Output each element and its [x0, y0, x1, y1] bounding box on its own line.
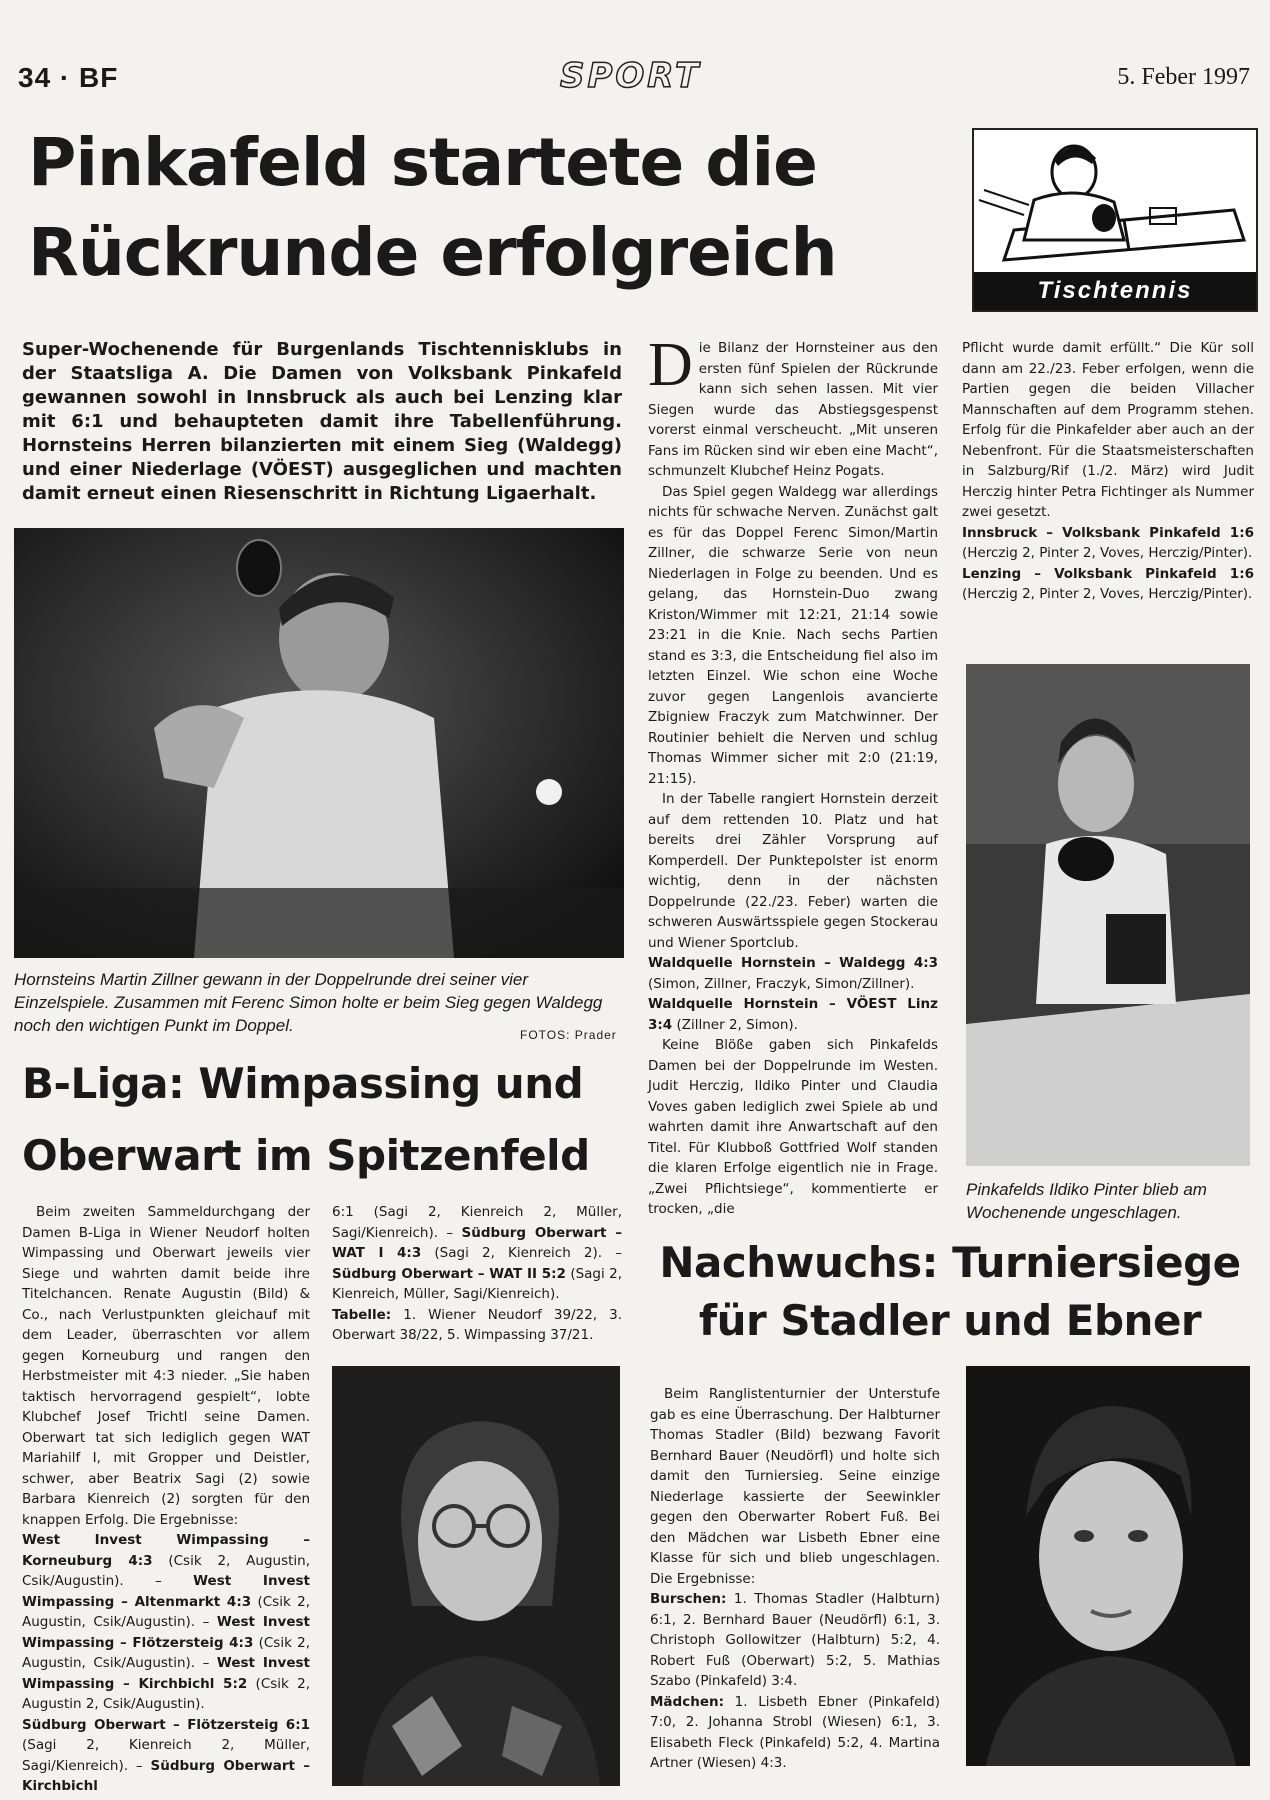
main-headline-line2: Rückrunde erfolgreich [28, 214, 837, 291]
main-headline [28, 118, 958, 298]
result-line: West Invest Wimpassing – Korneuburg 4:3 (Csik 2, Augustin, Csik/Augustin). – West Invest Wimpassing – Altenmarkt 4:3 (Csik 2, Augustin, Csik/Augustin). – West Invest Wimpassing – Flötzersteig 4:3 (Csik 2, Augustin, Csik/Augustin). – West Invest Wimpassing – Kirchbichl 5:2 (Csik 2, Augustin 2, Csik/Augustin). [22, 1532, 311, 1712]
main-headline-line1: Pinkafeld startete die [28, 124, 817, 201]
section-logo-label: Tischtennis [974, 272, 1256, 310]
article1-paragraph1: ie Bilanz der Hornsteiner aus den ersten fünf Spielen der Rückrunde kann sich sehen lassen. Mit vier Siegen wurde das Abstiegsgespenst vorerst einmal verscheucht. „Mit unseren Fans im Rücken sind wir eben eine Macht“, schmunzelt Klubchef Heinz Pogats. [648, 340, 938, 479]
article1-paragraph5: Pflicht wurde damit erfüllt.“ Die Kür soll dann am 22./23. Feber erfolgen, wenn die Partien gegen die beiden Villacher Mannschaften auf dem Programm stehen. Erfolg für die Pinkafelder aber auch an der Nebenfront. Für die Staatsmeisterschaften in Salzburg/Rif (1./2. März) wird Judit Herczig hinter Petra Fichtinger als Nummer zwei gesetzt. [962, 340, 1254, 520]
nachwuchs-headline-line1: Nachwuchs: Turniersiege [659, 1238, 1241, 1287]
pinter-photo [966, 664, 1250, 1166]
player-stadler-image [966, 1366, 1250, 1766]
section-logo [972, 128, 1258, 312]
section-title: SPORT [560, 56, 702, 96]
bliga-paragraph1: Beim zweiten Sammeldurchgang der Damen B-Liga in Wiener Neudorf holten Wimpassing und Oberwart jeweils vier Siege und wahrten damit beide ihre Titelchancen. Renate Augustin (Bild) & Co., nach Verlustpunkten gleichauf mit dem Leader, überraschten vor allem gegen Korneuburg und rangen den Herbstmeister mit 4:3 nieder. „Sie haben taktisch hervorragend gespielt“, lobte Klubchef Josef Trichtl seine Damen. Oberwart tat sich lediglich gegen WAT Mariahilf I, mit Gropper und Deistler, schwer, aber Beatrix Sagi (2) sowie Barbara Kienreich (2) sorgten für den knappen Erfolg. Die Ergebnisse: [22, 1204, 310, 1528]
main-photo [14, 528, 624, 958]
player-pinter-image [966, 664, 1250, 1166]
result-line: Burschen: 1. Thomas Stadler (Halbturn) 6:1, 2. Bernhard Bauer (Neudörfl) 6:1, 3. Christoph Gollowitzer (Halbturn) 5:2, 4. Robert Fuß (Oberwart) 5:2, 5. Mathias Szabo (Pinkafeld) 3:4. [650, 1591, 940, 1689]
main-photo-caption: Hornsteins Martin Zillner gewann in der Doppelrunde drei seiner vier Einzelspiele. Zusammen mit Ferenc Simon holte er beim Sieg gegen Waldegg noch den wichtigen Punkt im Doppel. [14, 970, 603, 1035]
lead-paragraph: Super-Wochenende für Burgenlands Tischtennisklubs in der Staatsliga A. Die Damen von Volksbank Pinkafeld gewannen sowohl in Innsbruck als auch bei Lenzing klar mit 6:1 und behaupteten damit ihre Tabellenführung. Hornsteins Herren bilanzierten mit einem Sieg (Waldegg) und einer Niederlage (VÖEST) ausgeglichen und machten damit erneut einen Riesenschritt in Richtung Ligaerhalt. [22, 339, 622, 504]
article-hornstein-column1 [648, 331, 938, 1220]
dropcap: D [648, 331, 693, 399]
nachwuchs-paragraph1: Beim Ranglistenturnier der Unterstufe gab es eine Überraschung. Der Halbturner Thomas Stadler (Bild) bezwang Favorit Bernhard Bauer (Neudörfl) und holte sich damit den Turniersieg. Seine einzige Niederlage kassierte der Seewinkler gegen den Oberwarter Robert Fuß. Bei den Mädchen war Lisbeth Ebner eine Klasse für sich und blieb ungeschlagen. Die Ergebnisse: [650, 1386, 940, 1587]
augustin-photo [332, 1366, 620, 1786]
player-zillner-image [14, 528, 624, 958]
article-hornstein-column2 [962, 338, 1254, 605]
table-tennis-player-icon [974, 130, 1256, 272]
result-line: Mädchen: 1. Lisbeth Ebner (Pinkafeld) 7:0, 2. Johanna Strobl (Wiesen) 6:1, 3. Elisabeth Fleck (Pinkafeld) 5:2, 4. Martina Artner (Wiesen) 4:3. [650, 1693, 940, 1771]
result-line: Südburg Oberwart – Flötzersteig 6:1 (Sagi 2, Kienreich 2, Müller, Sagi/Kienreich). – Südburg Oberwart – Kirchbichl [22, 1716, 310, 1794]
article1-paragraph3: In der Tabelle rangiert Hornstein derzeit auf dem rettenden 10. Platz und hat bereits drei Zähler Vorsprung auf Komperdell. Der Punktepolster ist enorm wichtig, denn in der nächsten Doppelrunde (22./23. Feber) warten die schweren Auswärtsspiele gegen Stockerau und Wiener Sportclub. [648, 791, 938, 951]
stadler-photo [966, 1366, 1250, 1766]
result-line: Waldquelle Hornstein – VÖEST Linz 3:4 (Zillner 2, Simon). [648, 996, 938, 1033]
player-augustin-image [332, 1366, 620, 1786]
page-number-label: 34 · BF [18, 62, 119, 93]
bliga-headline [22, 1052, 622, 1188]
bliga-column1 [22, 1202, 310, 1797]
result-line: 6:1 (Sagi 2, Kienreich 2, Müller, Sagi/Kienreich). – Südburg Oberwart – WAT I 4:3 (Sagi 2, Kienreich 2). – Südburg Oberwart – WAT II 5:2 (Sagi 2, Kienreich, Müller, Sagi/Kienreich). [332, 1204, 622, 1302]
nachwuchs-headline-line2: für Stadler und Ebner [698, 1296, 1202, 1345]
result-line: Innsbruck – Volksbank Pinkafeld 1:6 (Herczig 2, Pinter 2, Voves, Herczig/Pinter). [962, 524, 1254, 561]
photo-credit: FOTOS: Prader [520, 1028, 617, 1042]
issue-date: 5. Feber 1997 [1117, 64, 1250, 90]
result-line: Lenzing – Volksbank Pinkafeld 1:6 (Herczig 2, Pinter 2, Voves, Herczig/Pinter). [962, 565, 1254, 602]
pinter-photo-caption: Pinkafelds Ildiko Pinter blieb am Wochenende ungeschlagen. [966, 1180, 1207, 1222]
bliga-column2 [332, 1202, 622, 1346]
nachwuchs-column [650, 1384, 940, 1774]
bliga-headline-line1: B-Liga: Wimpassing und [22, 1059, 584, 1108]
nachwuchs-headline [646, 1234, 1254, 1350]
article1-paragraph2: Das Spiel gegen Waldegg war allerdings nichts für schwache Nerven. Zunächst galt es für das Doppel Ferenc Simon/Martin Zillner, die schwarze Serie von neun Niederlagen in Folge zu beenden. Und es gelang, das Hornstein-Duo zwang Kriston/Wimmer mit 12:21, 21:14 sowie 23:21 in die Knie. Nach sechs Partien stand es 3:3, die Entscheidung fiel also im letzten Einzel. Wie schon eine Woche zuvor gegen Langenlois avancierte Zbigniew Fraczyk zum Matchwinner. Der Routinier behielt die Nerven und schlug Thomas Wimmer sicher mit 2:0 (21:19, 21:15). [648, 483, 938, 787]
table-line: Tabelle: 1. Wiener Neudorf 39/22, 3. Oberwart 38/22, 5. Wimpassing 37/21. [332, 1306, 622, 1343]
result-line: Waldquelle Hornstein – Waldegg 4:3 (Simon, Zillner, Fraczyk, Simon/Zillner). [648, 955, 938, 992]
bliga-headline-line2: Oberwart im Spitzenfeld [22, 1131, 590, 1180]
article1-paragraph4: Keine Blöße gaben sich Pinkafelds Damen bei der Doppelrunde im Westen. Judit Herczig, Ildiko Pinter und Claudia Voves gaben lediglich zwei Spiele ab und wahrten damit ihre Anwartschaft auf den Titel. Für Klubboß Gottfried Wolf standen die klaren Erfolge eigentlich nie in Frage. „Zwei Pflichtsiege“, kommentierte er trocken, „die [648, 1037, 938, 1217]
